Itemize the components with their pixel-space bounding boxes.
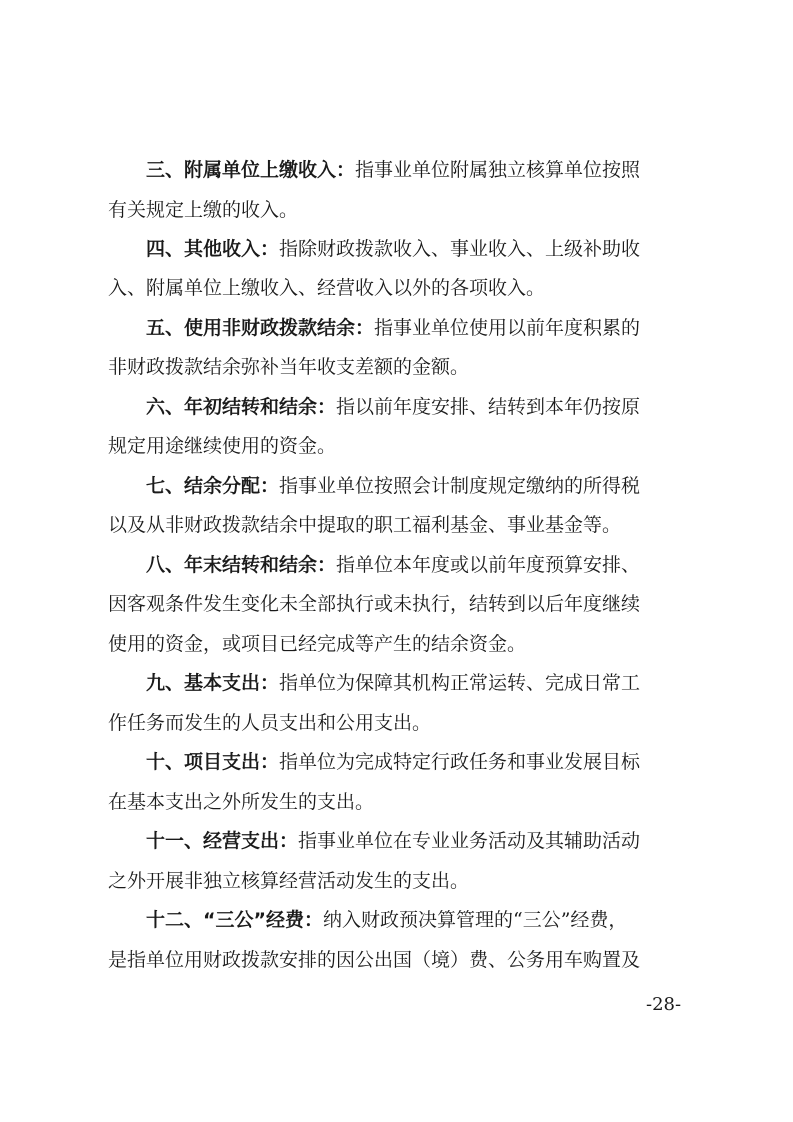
paragraph-6-line-1 bbox=[146, 393, 688, 421]
paragraph-3-line-1 bbox=[146, 156, 688, 184]
term-7: 七、结余分配： bbox=[146, 475, 280, 497]
definition-8-part-1: 指单位本年度或以前年度预算安排、 bbox=[336, 554, 641, 576]
paragraph-4-line-2: 入、附属单位上缴收入、经营收入以外的各项收入。 bbox=[108, 277, 546, 299]
definition-11-part-1: 指事业单位在专业业务活动及其辅助活动 bbox=[298, 830, 641, 852]
paragraph-11-line-1 bbox=[146, 827, 688, 855]
term-3: 三、附属单位上缴收入： bbox=[146, 159, 356, 181]
paragraph-5-line-1 bbox=[146, 314, 688, 342]
paragraph-9-line-2: 作任务而发生的人员支出和公用支出。 bbox=[108, 712, 432, 734]
term-4: 四、其他收入： bbox=[146, 238, 280, 260]
definition-9-part-1: 指单位为保障其机构正常运转、完成日常工 bbox=[279, 672, 641, 694]
paragraph-10-line-1 bbox=[146, 748, 688, 776]
paragraph-8-line-1 bbox=[146, 551, 688, 579]
term-10: 十、项目支出： bbox=[146, 751, 280, 773]
paragraph-10-line-2: 在基本支出之外所发生的支出。 bbox=[108, 791, 375, 813]
term-8: 八、年末结转和结余： bbox=[146, 554, 337, 576]
paragraph-6-line-2: 规定用途继续使用的资金。 bbox=[108, 435, 337, 457]
page-number: -28- bbox=[646, 994, 682, 1015]
term-6: 六、年初结转和结余： bbox=[146, 396, 337, 418]
term-5: 五、使用非财政拨款结余： bbox=[146, 317, 375, 339]
paragraph-9-line-1 bbox=[146, 669, 688, 697]
paragraph-11-line-2: 之外开展非独立核算经营活动发生的支出。 bbox=[108, 870, 470, 892]
paragraph-3-line-2: 有关规定上缴的收入。 bbox=[108, 199, 299, 221]
paragraph-7-line-2: 以及从非财政拨款结余中提取的职工福利基金、事业基金等。 bbox=[108, 514, 622, 536]
definition-3-part-1: 指事业单位附属独立核算单位按照 bbox=[355, 159, 641, 181]
term-11: 十一、经营支出： bbox=[146, 830, 299, 852]
paragraph-12-line-2: 是指单位用财政拨款安排的因公出国（境）费、公务用车购置及 bbox=[108, 949, 641, 971]
definition-5-part-1: 指事业单位使用以前年度积累的 bbox=[374, 317, 641, 339]
paragraph-4-line-1 bbox=[146, 235, 688, 263]
definition-7-part-1: 指事业单位按照会计制度规定缴纳的所得税 bbox=[279, 475, 641, 497]
definition-6-part-1: 指以前年度安排、结转到本年仍按原 bbox=[336, 396, 641, 418]
term-12: 十二、“三公”经费： bbox=[146, 909, 323, 931]
paragraph-8-line-2: 因客观条件发生变化未全部执行或未执行，结转到以后年度继续 bbox=[108, 593, 641, 615]
definition-12-part-1: 纳入财政预决算管理的“三公”经费， bbox=[322, 909, 628, 931]
definition-10-part-1: 指单位为完成特定行政任务和事业发展目标 bbox=[279, 751, 641, 773]
term-9: 九、基本支出： bbox=[146, 672, 280, 694]
paragraph-12-line-1 bbox=[146, 906, 688, 934]
paragraph-7-line-1 bbox=[146, 472, 688, 500]
paragraph-5-line-2: 非财政拨款结余弥补当年收支差额的金额。 bbox=[108, 356, 470, 378]
paragraph-8-line-3: 使用的资金，或项目已经完成等产生的结余资金。 bbox=[108, 633, 527, 655]
definition-4-part-1: 指除财政拨款收入、事业收入、上级补助收 bbox=[279, 238, 641, 260]
